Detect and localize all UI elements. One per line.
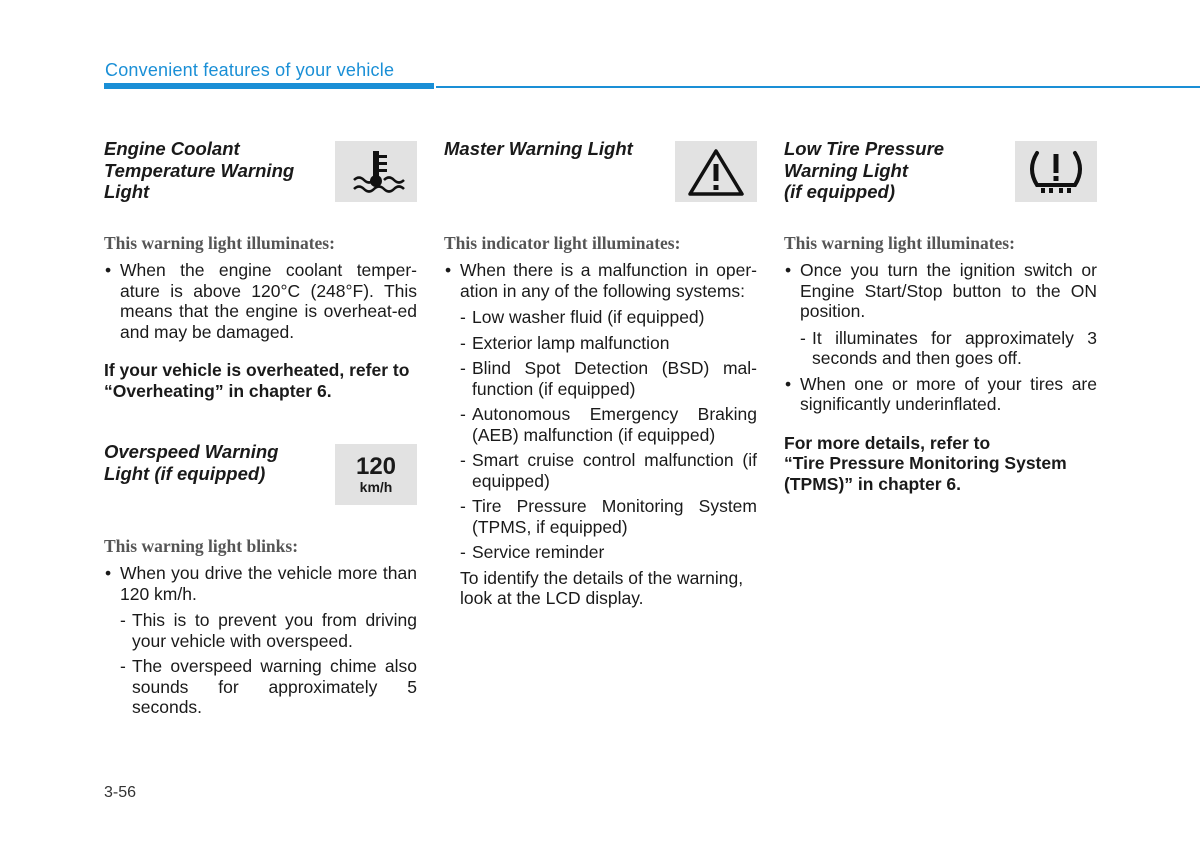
- master-dash-item: - Smart cruise control malfunction (if equipped): [460, 450, 757, 491]
- tpms-note: For more details, refer to “Tire Pressure Monitoring System (TPMS)” in chapter 6.: [784, 432, 1067, 494]
- coolant-warning-title: Engine Coolant Temperature Warning Light: [104, 138, 295, 202]
- master-dash-item: - Autonomous Emergency Braking (AEB) malfunction (if equipped): [460, 404, 757, 445]
- tire-subhead: This warning light illuminates:: [784, 233, 1015, 253]
- tire-dash-item: - It illuminates for approximately 3 seconds and then goes off.: [800, 327, 1097, 368]
- overspeed-icon-value: 120: [355, 452, 397, 480]
- header-rule: [436, 86, 1200, 88]
- master-dash-item: - Exterior lamp malfunction: [460, 332, 670, 353]
- overspeed-subhead: This warning light blinks:: [104, 536, 299, 556]
- header-accent-bar: [104, 83, 434, 89]
- coolant-subhead: This warning light illuminates:: [104, 233, 335, 253]
- warning-triangle-icon: [675, 141, 757, 202]
- master-subhead: This indicator light illuminates:: [444, 233, 681, 253]
- coolant-warning-header: [104, 138, 417, 202]
- overspeed-icon-unit: km/h: [359, 478, 393, 495]
- tire-pressure-title: Low Tire Pressure Warning Light (if equipped): [784, 138, 945, 202]
- master-dash-item: - Low washer fluid (if equipped): [460, 307, 705, 327]
- master-dash-item: - Blind Spot Detection (BSD) mal-function (if equipped): [460, 358, 757, 399]
- overspeed-bullet: • When you drive the vehicle more than 120 km/h.: [104, 563, 417, 604]
- master-warning-header: [444, 138, 757, 202]
- coolant-temperature-icon: [335, 141, 417, 202]
- tire-pressure-icon: [1015, 141, 1097, 202]
- overspeed-warning-title: Overspeed Warning Light (if equipped): [104, 441, 279, 484]
- overspeed-icon: [335, 444, 417, 505]
- overspeed-dash-item: - The overspeed warning chime also sounds for approximately 5 seconds.: [120, 656, 417, 717]
- overheating-note: If your vehicle is overheated, refer to “Overheating” in chapter 6.: [104, 360, 410, 401]
- column-coolant-overspeed: [104, 138, 417, 723]
- tire-bullet: • When one or more of your tires are significantly underinflated.: [784, 374, 1097, 415]
- master-dash-item: - Service reminder: [460, 542, 605, 562]
- section-title: Convenient features of your vehicle: [105, 60, 395, 80]
- master-dash-item: - Tire Pressure Monitoring System (TPMS, if equipped): [460, 496, 757, 537]
- column-tire-pressure: [784, 138, 1097, 494]
- column-master-warning: [444, 138, 757, 609]
- page-number: 3-56: [104, 784, 137, 801]
- master-warning-title: Master Warning Light: [444, 138, 633, 159]
- tire-bullet: • Once you turn the ignition switch or Engine Start/Stop button to the ON position.: [784, 260, 1097, 322]
- tire-pressure-header: [784, 138, 1097, 202]
- coolant-bullet: • When the engine coolant temper-ature is above 120°C (248°F). This means that the engine is overheat-ed and may be damaged.: [104, 260, 417, 342]
- master-bullet: • When there is a malfunction in oper-ation in any of the following systems:: [444, 260, 757, 301]
- overspeed-dash-item: - This is to prevent you from driving your vehicle with overspeed.: [120, 610, 417, 651]
- overspeed-warning-header: [104, 441, 417, 505]
- master-lcd-note: To identify the details of the warning, look at the LCD display.: [460, 567, 744, 608]
